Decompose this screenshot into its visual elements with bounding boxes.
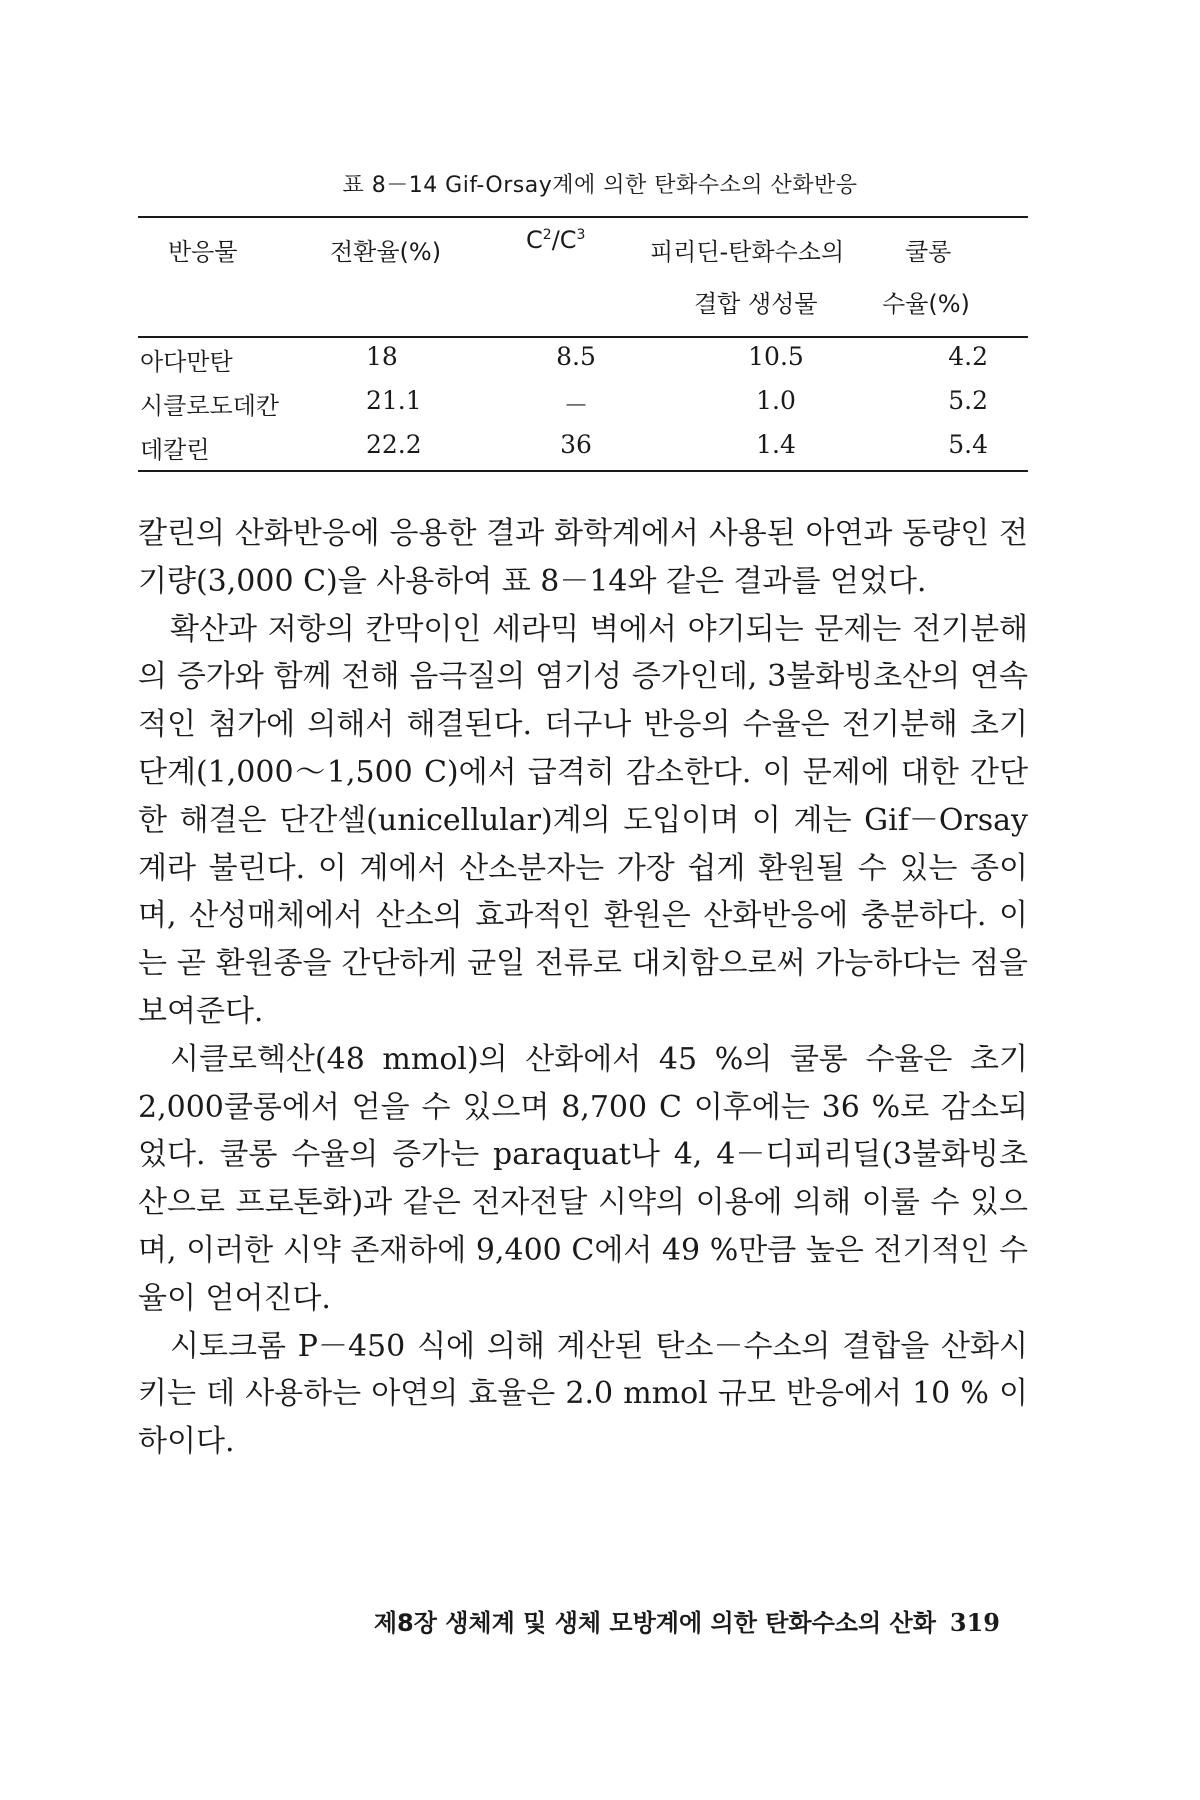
table-cell-pyridine: 1.4 bbox=[756, 430, 796, 459]
table-bottom-rule bbox=[138, 470, 1028, 472]
header-c2c3: $C^2/C^3$ bbox=[526, 226, 586, 254]
paragraph: 확산과 저항의 칸막이인 세라믹 벽에서 야기되는 문제는 전기분해의 증가와 함께 전해 음극질의 염기성 증가인데, 3불화빙초산의 연속적인 첨가에 의해서 해결된다. 더구나 반응의 수율은 전기분해 초기 단계(1,000～1,500 C)에서 급격히 감소한다. 이 문제에 대한 간단한 해결은 단간셀(unicellular)계의 도입이며 이 계는 Gif－Orsay계라 불린다. 이 계에서 산소분자는 가장 쉽게 환원될 수 있는 종이며, 산성매체에서 산소의 효과적인 환원은 산화반응에 충분하다. 이는 곧 환원종을 간단하게 균일 전류로 대치함으로써 가능하다는 점을 보여준다. bbox=[138, 611, 1028, 1029]
table-cell-reactant: 데칼린 bbox=[140, 436, 210, 464]
table-cell-coulomb: 5.4 bbox=[948, 430, 988, 459]
table-cell-conversion: 22.2 bbox=[366, 430, 422, 459]
header-pyridine-line1: 피리딘-탄화수소의 bbox=[650, 238, 845, 266]
header-reactant: 반응물 bbox=[168, 238, 238, 266]
table-cell-pyridine: 1.0 bbox=[756, 386, 796, 415]
header-pyridine-line2: 결합 생성물 bbox=[694, 290, 818, 318]
table-cell-coulomb: 5.2 bbox=[948, 386, 988, 415]
header-conversion: 전환율(%) bbox=[330, 238, 442, 266]
table-cell-conversion: 18 bbox=[366, 342, 398, 371]
header-coulomb-line1: 쿨롱 bbox=[905, 238, 952, 266]
page-number: 319 bbox=[949, 1608, 1000, 1637]
table-cell-c2c3: 8.5 bbox=[556, 342, 596, 371]
table-top-rule bbox=[138, 216, 1028, 218]
paragraph: 칼린의 산화반응에 응용한 결과 화학계에서 사용된 아연과 동량인 전기량(3,000 C)을 사용하여 표 8－14와 같은 결과를 얻었다. bbox=[138, 516, 1028, 599]
table-cell-reactant: 시클로도데칸 bbox=[140, 392, 280, 420]
page-footer bbox=[0, 1603, 1000, 1638]
table-caption: 표 8－14 Gif-Orsay계에 의한 탄화수소의 산화반응 bbox=[342, 173, 858, 198]
paragraph: 시클로헥산(48 mmol)의 산화에서 45 %의 쿨롱 수율은 초기 2,000쿨롱에서 얻을 수 있으며 8,700 C 이후에는 36 %로 감소되었다. 쿨롱 수율의 증가는 paraquat나 4, 4－디피리딜(3불화빙초산으로 프로톤화)과 같은 전자전달 시약의 이용에 의해 이룰 수 있으며, 이러한 시약 존재하에 9,400 C에서 49 %만큼 높은 전기적인 수율이 얻어진다. bbox=[138, 1041, 1028, 1316]
table-cell-c2c3: － bbox=[563, 391, 589, 420]
table-header-rule bbox=[138, 336, 1028, 338]
table-cell-c2c3: 36 bbox=[560, 430, 592, 459]
table-cell-pyridine: 10.5 bbox=[748, 342, 804, 371]
chapter-title: 제8장 생체계 및 생체 모방계에 의한 탄화수소의 산화 bbox=[373, 1609, 936, 1637]
table-cell-coulomb: 4.2 bbox=[948, 342, 988, 371]
header-coulomb-line2: 수율(%) bbox=[882, 290, 970, 318]
table-cell-conversion: 21.1 bbox=[366, 386, 422, 415]
paragraph: 시토크롬 P－450 식에 의해 계산된 탄소－수소의 결합을 산화시키는 데 사용하는 아연의 효율은 2.0 mmol 규모 반응에서 10 % 이하이다. bbox=[138, 1328, 1028, 1460]
table-cell-reactant: 아다만탄 bbox=[140, 348, 233, 376]
body-text bbox=[138, 510, 1028, 1466]
